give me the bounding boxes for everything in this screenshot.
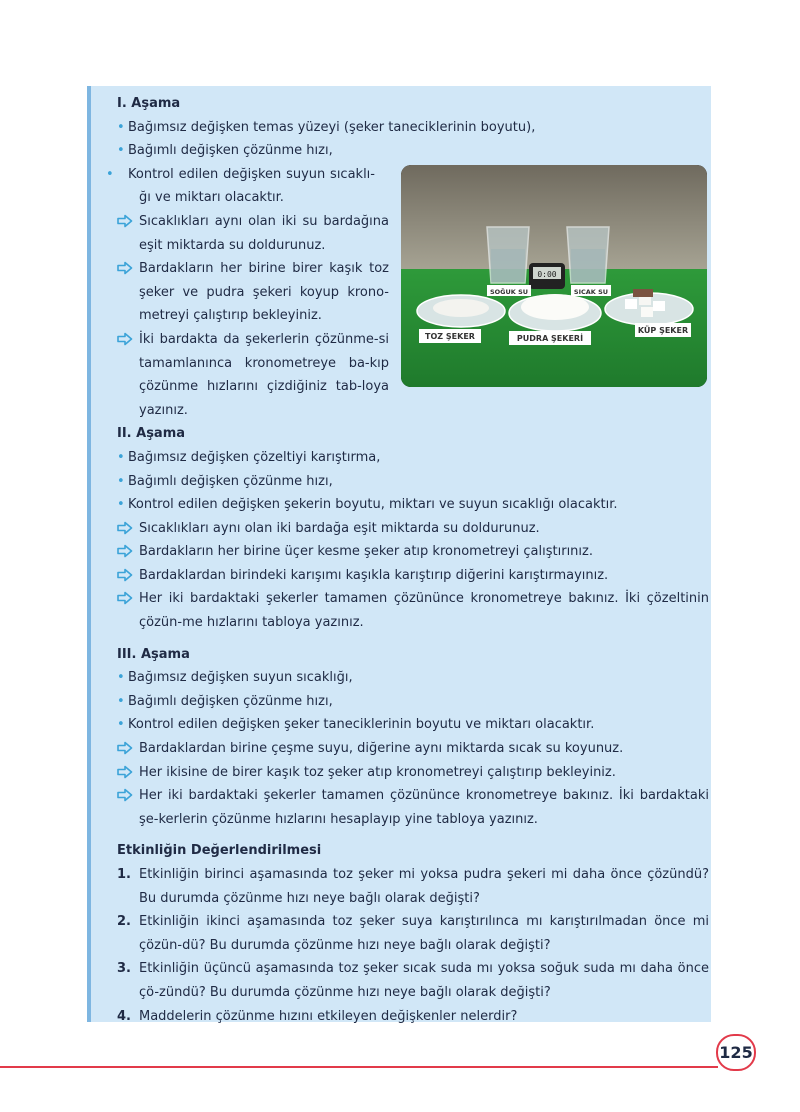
question-1-text: Etkinliğin birinci aşamasında toz şeker mi yoksa pudra şekeri mi daha önce çözündü? Bu durumda çözünme hızı neye bağlı olarak değişti? [139,867,709,906]
arrow-right-icon [117,591,133,605]
stage2-step-3-text: Bardaklardan birindeki karışımı kaşıkla karıştırıp diğerini karıştırmayınız. [139,567,609,583]
stage1-bullet-1: • Bağımsız değişken temas yüzeyi (şeker taneciklerinin boyutu), [117,116,709,140]
arrow-right-icon [117,741,133,755]
footer-rule [0,1066,718,1068]
stage2-step-2 [117,540,709,564]
question-4 [117,1005,709,1029]
stage1-bullet-2: • Bağımlı değişken çözünme hızı, [117,139,709,163]
powdered-sugar-label: PUDRA ŞEKERİ [516,334,584,343]
question-2 [117,910,709,957]
arrow-right-icon [117,788,133,802]
cube-sugar-label: KÜP ŞEKER [637,326,689,335]
stage1-step-3-text: İki bardakta da şekerlerin çözünme-si tamamlanınca kronometreye ba-kıp çözünme hızlarını çizdiğiniz tab-loya yazınız. [139,331,389,418]
arrow-right-icon [117,521,133,535]
stage2-bullet-3: • Kontrol edilen değişken şekerin boyutu, miktarı ve suyun sıcaklığı olacaktır. [117,493,709,517]
arrow-right-icon [117,568,133,582]
stage2-step-3 [117,564,709,588]
timer-display: 0:00 [537,270,557,279]
cold-water-label: SOĞUK SU [489,288,529,296]
stage3-title: III. Aşama [117,646,190,662]
question-1 [117,863,709,910]
stage3-bullet-3: • Kontrol edilen değişken şeker taneciklerinin boyutu ve miktarı olacaktır. [117,713,709,737]
stage3-step-1-text: Bardaklardan birine çeşme suyu, diğerine aynı miktarda sıcak su koyunuz. [139,741,624,757]
stage3-step-2 [117,761,709,785]
question-2-number: 2. [117,914,131,930]
activity-content [117,92,709,1028]
question-3-number: 3. [117,961,131,977]
stage2-step-1 [117,517,709,541]
stage3-step-2-text: Her ikisine de birer kaşık toz şeker atıp kronometreyi çalıştırıp bekleyiniz. [139,764,616,780]
evaluation-title: Etkinliğin Değerlendirilmesi [117,843,322,859]
stage2-step-2-text: Bardakların her birine üçer kesme şeker atıp kronometreyi çalıştırınız. [139,544,593,560]
stage1-step-1 [117,210,389,257]
page-number: 125 [716,1034,756,1071]
stage1-step-2 [117,257,389,328]
stage3-step-3 [117,784,709,831]
stage3-bullet-1: • Bağımsız değişken suyun sıcaklığı, [117,666,709,690]
panel-side-bar [87,86,91,1022]
arrow-right-icon [117,544,133,558]
granulated-sugar-label: TOZ ŞEKER [425,332,475,341]
arrow-right-icon [117,261,133,275]
stage1-title: I. Aşama [117,96,181,111]
stage2-step-4-text: Her iki bardaktaki şekerler tamamen çözününce kronometreye bakınız. İki çözeltinin çözün-me hızlarını tabloya yazınız. [139,591,709,631]
stage2-step-4 [117,587,709,634]
stage2-step-1-text: Sıcaklıkları aynı olan iki bardağa eşit miktarda su doldurunuz. [139,520,540,536]
stage3-step-1 [117,737,709,761]
question-2-text: Etkinliğin ikinci aşamasında toz şeker suya karıştırılınca mı karıştırılmadan önce mi çözün-dü? Bu durumda çözünme hızı neye bağlı olarak değişti? [139,914,709,953]
question-4-text: Maddelerin çözünme hızını etkileyen değişkenler nelerdir? [139,1008,518,1024]
stage3-step-3-text: Her iki bardaktaki şekerler tamamen çözününce kronometreye bakınız. İki bardaktaki şe-kerlerin çözünme hızlarını hesaplayıp yine tabloya yazınız. [139,788,709,827]
stage1-step-3 [117,328,389,422]
stage3-bullet-2: • Bağımlı değişken çözünme hızı, [117,690,709,714]
stage1-step-2-text: Bardakların her birine birer kaşık toz şeker ve pudra şekeri koyup krono-metreyi çalıştırıp bekleyiniz. [139,261,389,324]
arrow-right-icon [117,332,133,346]
question-4-number: 4. [117,1008,131,1024]
arrow-right-icon [117,765,133,779]
stage1-step-1-text: Sıcaklıkları aynı olan iki su bardağına eşit miktarda su doldurunuz. [139,213,389,253]
arrow-right-icon [117,214,133,228]
question-3 [117,957,709,1004]
question-3-text: Etkinliğin üçüncü aşamasında toz şeker sıcak suda mı yoksa soğuk suda mı daha önce çö-zündü? Bu durumda çözünme hızı neye bağlı olarak değişti? [139,961,709,1000]
stage2-title: II. Aşama [117,426,186,442]
stage2-bullet-1: • Bağımsız değişken çözeltiyi karıştırma, [117,446,709,470]
stage2-bullet-2: • Bağımlı değişken çözünme hızı, [117,470,709,494]
hot-water-label: SICAK SU [573,288,609,296]
stage1-bullet-3: • Kontrol edilen değişken suyun sıcaklı-ğı ve miktarı olacaktır. [117,163,375,210]
question-1-number: 1. [117,867,131,882]
